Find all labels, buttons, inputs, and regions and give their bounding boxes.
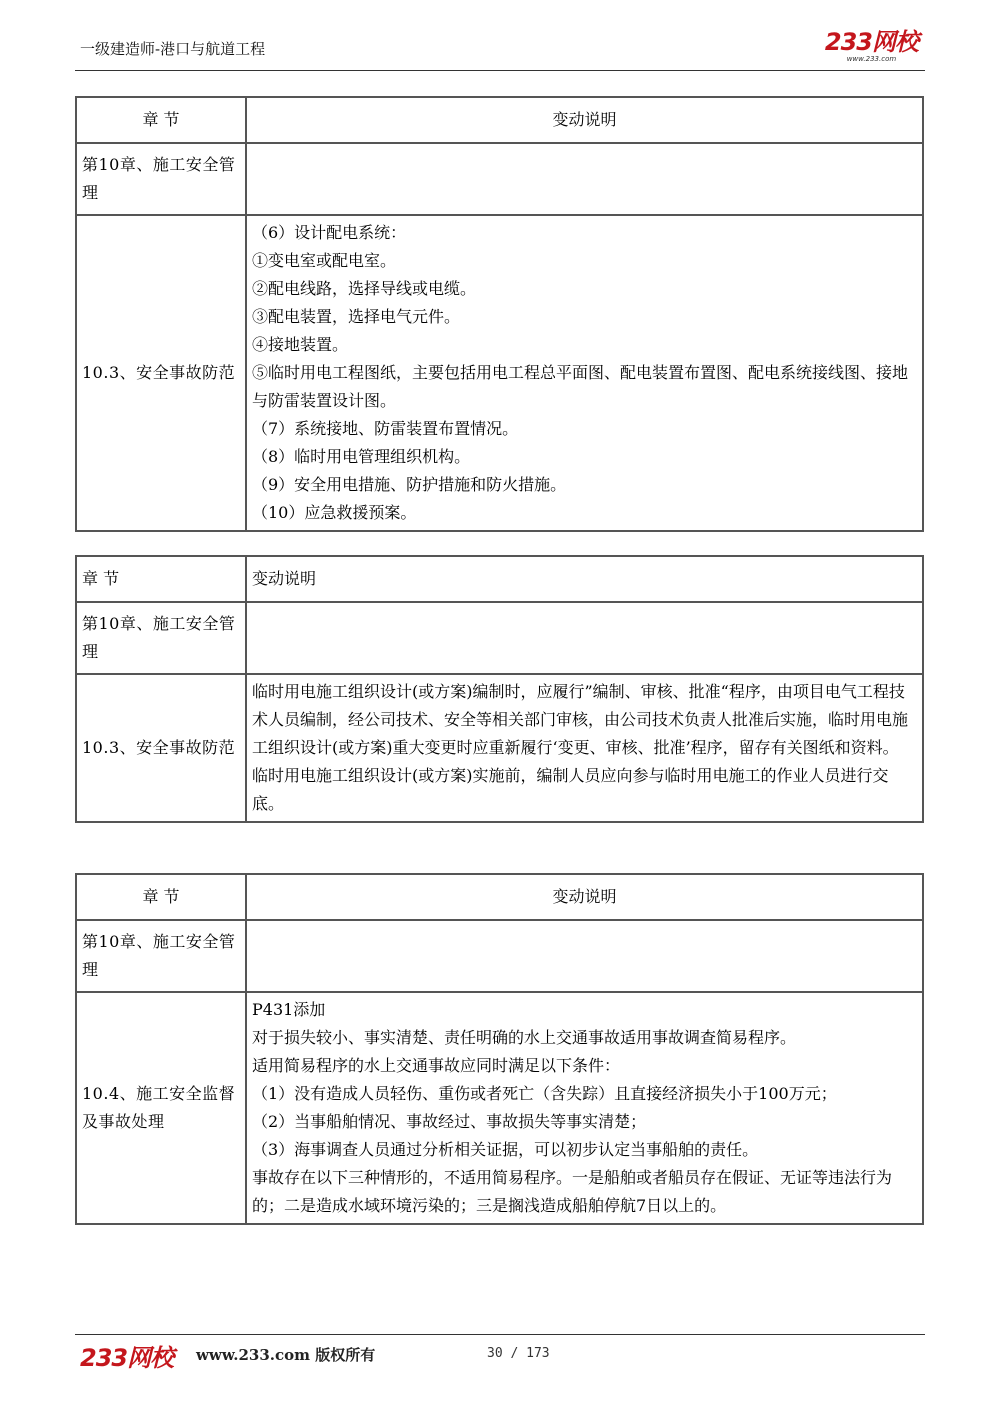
content-line: （10）应急救援预案。	[252, 503, 417, 522]
chapter-row	[76, 143, 923, 215]
change-table-1	[75, 96, 924, 532]
footer-logo[interactable]: 233网校	[80, 1344, 174, 1372]
section-row	[76, 215, 923, 531]
content-line: P431添加	[252, 1000, 326, 1019]
page-number: 30 / 173	[487, 1346, 550, 1361]
footer-divider	[75, 1334, 925, 1335]
content-line: （9）安全用电措施、防护措施和防火措施。	[252, 475, 567, 494]
header-chapter: 章 节	[76, 97, 246, 143]
footer-copyright: www.233.com 版权所有	[196, 1346, 376, 1364]
logo-url: www.233.com	[846, 55, 897, 63]
logo-text: 233网校	[824, 28, 918, 56]
brand-logo[interactable]	[825, 30, 918, 63]
content-line: （3）海事调查人员通过分析相关证据，可以初步认定当事船舶的责任。	[252, 1140, 759, 1159]
header-change-description: 变动说明	[246, 874, 923, 920]
section-title: 10.3、安全事故防范	[76, 215, 246, 531]
content-line: ③配电装置，选择电气元件。	[252, 307, 461, 326]
content-line: （1）没有造成人员轻伤、重伤或者死亡（含失踪）且直接经济损失小于100万元；	[252, 1084, 837, 1103]
header-change-description: 变动说明	[246, 556, 923, 602]
header-chapter: 章 节	[76, 556, 246, 602]
chapter-empty-cell	[246, 920, 923, 992]
chapter-row	[76, 920, 923, 992]
content-line: ④接地装置。	[252, 335, 349, 354]
section-content	[246, 674, 923, 822]
content-line: 对于损失较小、事实清楚、责任明确的水上交通事故适用事故调查简易程序。	[252, 1028, 797, 1047]
content-line: 适用简易程序的水上交通事故应同时满足以下条件：	[252, 1056, 621, 1075]
content-paragraph: 临时用电施工组织设计(或方案)编制时，应履行”编制、审核、批准“程序，由项目电气工程技术人员编制，经公司技术、安全等相关部门审核，由公司技术负责人批准后实施，临时用电施工组织设计(或方案)重大变更时应重新履行‘变更、审核、批准’程序，留存有关图纸和资料。	[252, 682, 909, 757]
content-line: （7）系统接地、防雷装置布置情况。	[252, 419, 519, 438]
content-line: （2）当事船舶情况、事故经过、事故损失等事实清楚；	[252, 1112, 647, 1131]
change-table-3	[75, 873, 924, 1225]
chapter-empty-cell	[246, 143, 923, 215]
table-header-row	[76, 97, 923, 143]
section-content	[246, 215, 923, 531]
content-line: ①变电室或配电室。	[252, 251, 397, 270]
table-header-row	[76, 874, 923, 920]
document-title: 一级建造师-港口与航道工程	[80, 40, 266, 58]
content-line: （8）临时用电管理组织机构。	[252, 447, 471, 466]
chapter-title: 第10章、施工安全管理	[76, 602, 246, 674]
content-line: 事故存在以下三种情形的，不适用简易程序。一是船舶或者船员存在假证、无证等违法行为的；二是造成水域环境污染的；三是搁浅造成船舶停航7日以上的。	[252, 1168, 893, 1215]
change-table-2	[75, 555, 924, 823]
section-content	[246, 992, 923, 1224]
section-row	[76, 992, 923, 1224]
content-line: ②配电线路，选择导线或电缆。	[252, 279, 477, 298]
header-divider	[75, 70, 925, 71]
section-row	[76, 674, 923, 822]
chapter-title: 第10章、施工安全管理	[76, 920, 246, 992]
content-line: ⑤临时用电工程图纸，主要包括用电工程总平面图、配电装置布置图、配电系统接线图、接地与防雷装置设计图。	[252, 363, 909, 410]
header-change-description: 变动说明	[246, 97, 923, 143]
header-chapter: 章 节	[76, 874, 246, 920]
chapter-empty-cell	[246, 602, 923, 674]
chapter-row	[76, 602, 923, 674]
content-line: （6）设计配电系统：	[252, 223, 407, 242]
content-paragraph: 临时用电施工组织设计(或方案)实施前，编制人员应向参与临时用电施工的作业人员进行交底。	[252, 766, 889, 813]
table-header-row	[76, 556, 923, 602]
section-title: 10.3、安全事故防范	[76, 674, 246, 822]
section-title: 10.4、施工安全监督及事故处理	[76, 992, 246, 1224]
chapter-title: 第10章、施工安全管理	[76, 143, 246, 215]
